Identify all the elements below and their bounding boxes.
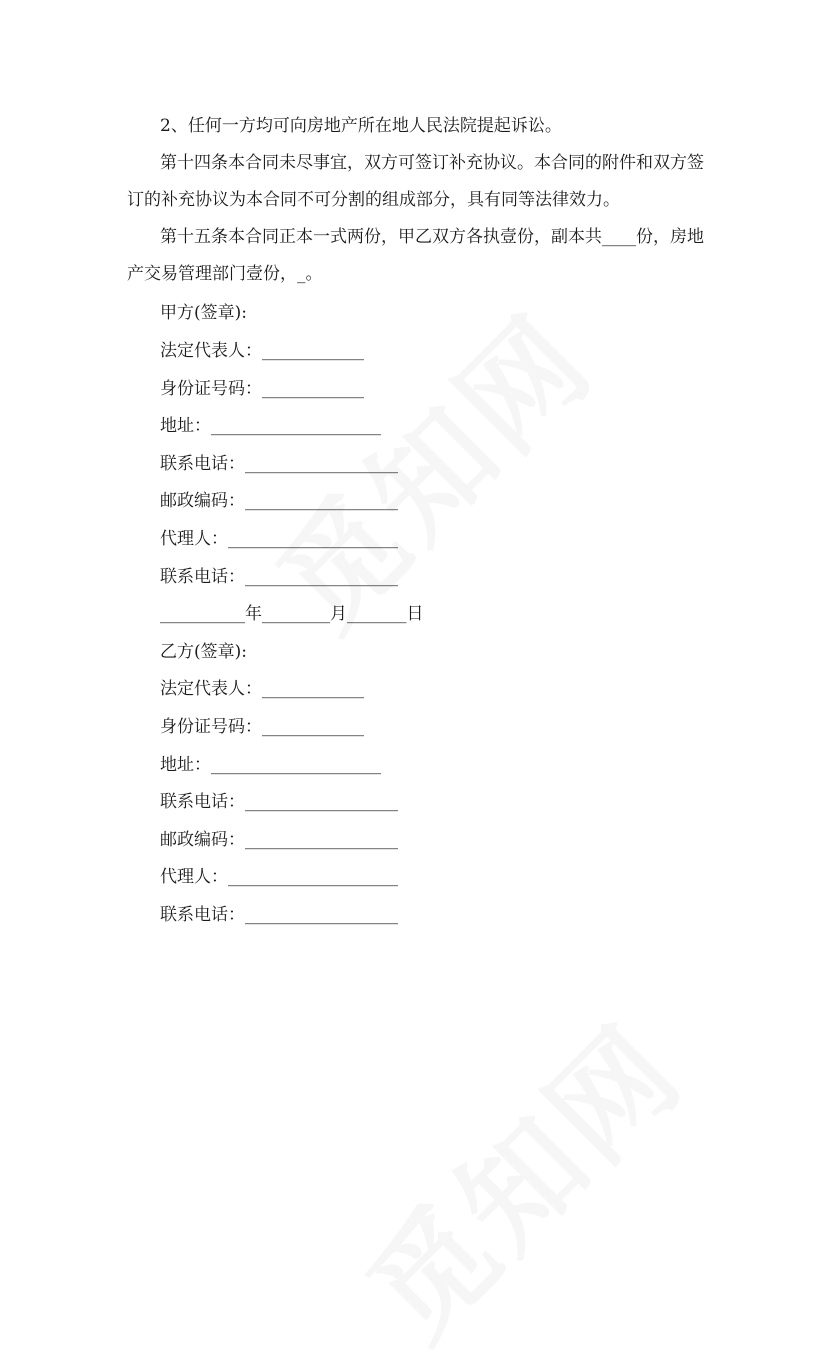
clause-litigation: 2、任何一方均可向房地产所在地人民法院提起诉讼。: [160, 116, 562, 136]
party-a-agent-phone: 联系电话：__________________: [160, 567, 398, 587]
party-b-phone: 联系电话：__________________: [160, 792, 398, 812]
party-a-legal-rep: 法定代表人：____________: [160, 341, 364, 361]
party-b-postcode: 邮政编码：__________________: [160, 830, 398, 850]
party-a-id-number: 身份证号码：____________: [160, 379, 364, 399]
party-a-heading: 甲方(签章):: [160, 303, 247, 323]
party-a-address: 地址：____________________: [160, 416, 381, 436]
party-a-postcode: 邮政编码：__________________: [160, 491, 398, 511]
party-b-heading: 乙方(签章):: [160, 642, 247, 662]
party-b-agent-phone: 联系电话：__________________: [160, 905, 398, 925]
party-b-agent: 代理人：____________________: [160, 867, 398, 887]
party-a-phone: 联系电话：__________________: [160, 454, 398, 474]
clause-fourteen: 第十四条本合同未尽事宜，双方可签订补充协议。本合同的附件和双方签订的补充协议为本合同不可分割的组成部分，具有同等法律效力。: [127, 153, 704, 210]
clause-fifteen: 第十五条本合同正本一式两份，甲乙双方各执壹份，副本共____份，房地产交易管理部门壹份，_。: [127, 227, 704, 284]
party-b-id-number: 身份证号码：____________: [160, 717, 364, 737]
party-a-agent: 代理人：____________________: [160, 529, 398, 549]
watermark-bottom: [325, 982, 714, 1370]
party-b-address: 地址：____________________: [160, 755, 381, 775]
party-b-legal-rep: 法定代表人：____________: [160, 679, 364, 699]
signing-date: __________年________月_______日: [160, 604, 424, 624]
